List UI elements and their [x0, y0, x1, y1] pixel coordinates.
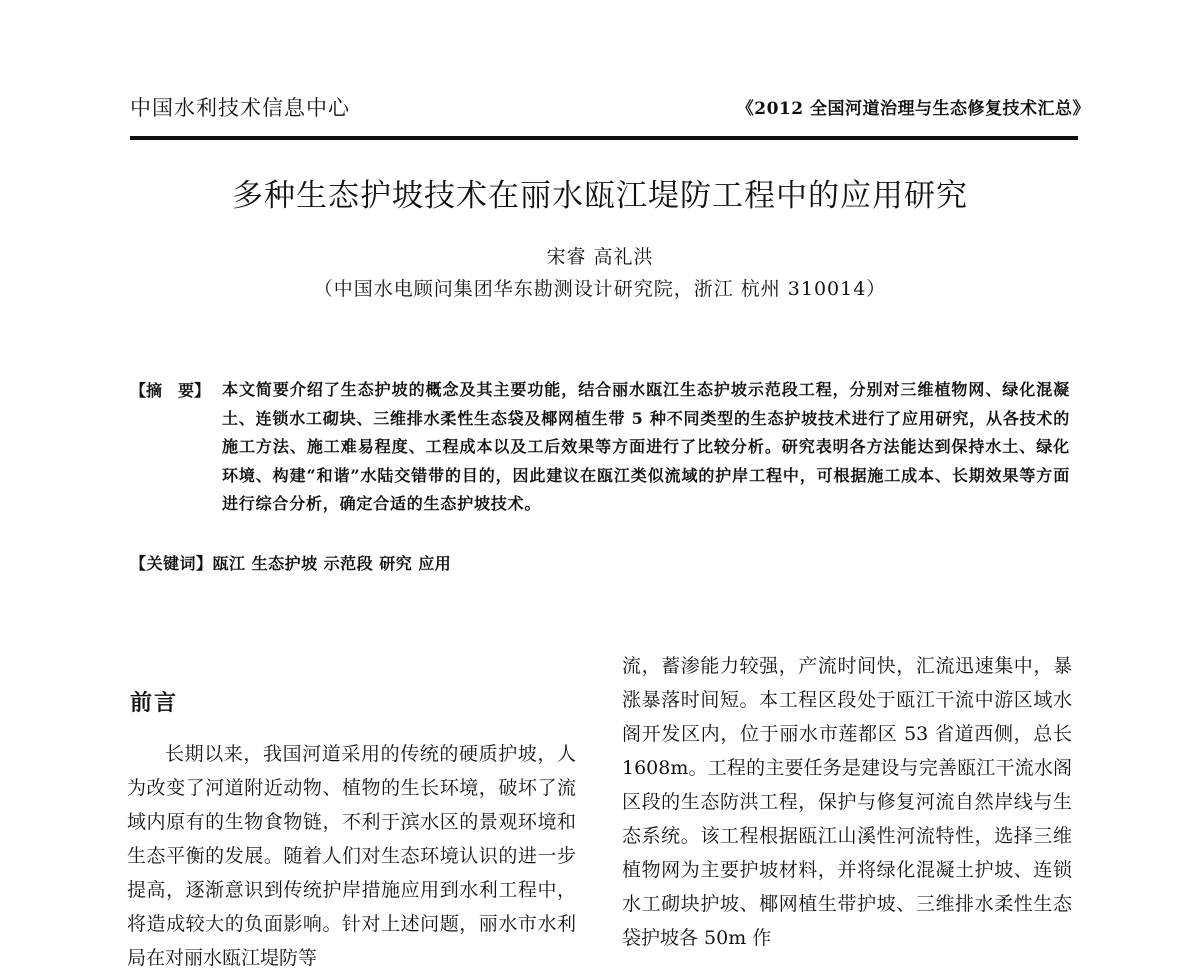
keywords-text: 瓯江 生态护坡 示范段 研究 应用: [212, 554, 452, 573]
running-header-left: 中国水利技术信息中心: [130, 96, 350, 120]
abstract-text: 本文简要介绍了生态护坡的概念及其主要功能，结合丽水瓯江生态护坡示范段工程，分别对三维植物网、绿化混凝土、连锁水工砌块、三维排水柔性生态袋及椰网植生带 5 种不同类型的生态护坡技术进行了应用研究，从各技术的施工方法、施工难易程度、工程成本以及工后效果等方面进行了比较分析。研究表明各方法能达到保持水土、绿化环境、构建“和谐”水陆交错带的目的，因此建议在瓯江类似流域的护岸工程中，可根据施工成本、长期效果等方面进行综合分析，确定合适的生态护坡技术。: [222, 380, 1070, 513]
body-right-column: 流，蓄渗能力较强，产流时间快，汇流迅速集中，暴涨暴落时间短。本工程区段处于瓯江干流中游区域水阁开发区内，位于丽水市莲都区 53 省道西侧，总长 1608m。工程的主要任务是建设与完善瓯江干流水阁区段的生态防洪工程，保护与修复河流自然岸线与生态系统。该工程根据瓯江山溪性河流特性，选择三维植物网为主要护坡材料，并将绿化混凝土护坡、连锁水工砌块护坡、椰网植生带护坡、三维排水柔性生态袋护坡各 50m 作: [622, 655, 1072, 949]
header-rule: [130, 136, 1078, 140]
running-header-right: 《2012 全国河道治理与生态修复技术汇总》: [736, 99, 1090, 119]
body-left-column: 长期以来，我国河道采用的传统的硬质护坡，人为改变了河道附近动物、植物的生长环境，破坏了流域内原有的生物食物链，不利于滨水区的景观环境和生态平衡的发展。随着人们对生态环境认识的进一步提高，逐渐意识到传统护岸措施应用到水利工程中，将造成较大的负面影响。针对上述问题，丽水市水利局在对丽水瓯江堤防等: [127, 743, 576, 969]
author-affiliation: （中国水电顾问集团华东勘测设计研究院，浙江 杭州 310014）: [313, 278, 887, 300]
keywords-label: 【关键词】: [130, 554, 213, 573]
paper-authors: 宋睿 高礼洪: [546, 246, 654, 268]
section-heading: 前言: [130, 691, 179, 716]
paper-title: 多种生态护坡技术在丽水瓯江堤防工程中的应用研究: [232, 178, 968, 214]
keywords: [130, 551, 451, 574]
abstract-label: 【摘 要】: [130, 381, 211, 400]
